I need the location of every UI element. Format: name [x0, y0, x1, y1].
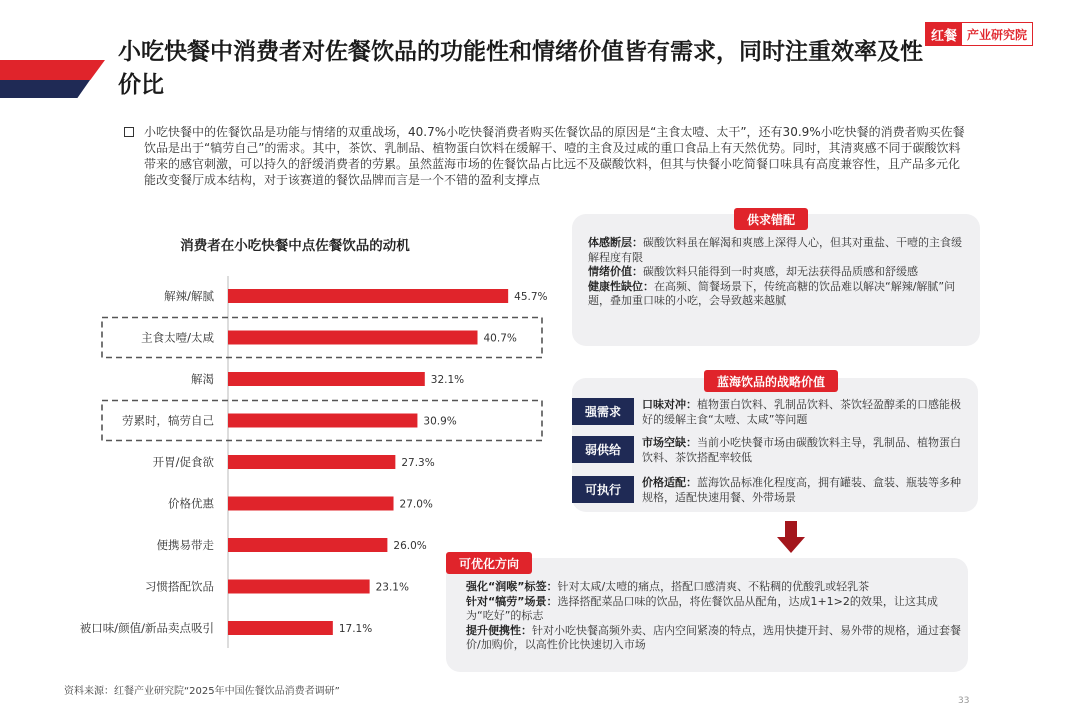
bar: [228, 331, 478, 345]
category-label: 开胃/促食欲: [152, 455, 214, 469]
supply-panel-body: [588, 236, 968, 309]
value-label: 17.1%: [338, 623, 373, 635]
logo-text: 产业研究院: [967, 27, 1028, 42]
intro-text: 小吃快餐中的佐餐饮品是功能与情绪的双重战场，40.7%小吃快餐消费者购买佐餐饮品的原因是“主食太噎、太干”，还有30.9%小吃快餐的消费者购买佐餐饮品是出于“犒劳自己”的需求。其中，茶饮、乳制品、植物蛋白饮料在缓解干、噎的主食及过咸的重口食品上有天然优势。同时，其清爽感不同于碳酸饮料带来的感官刺激，可以持久的舒缓消费者的劳累。虽然蓝海市场的佐餐饮品占比远不及碳酸饮料，但其与快餐小吃简餐口味具有高度兼容性，且产品多元化能改变餐厅成本结构，对于该赛道的餐饮品牌而言是一个不错的盈利支撑点: [144, 125, 965, 187]
value-label: 32.1%: [430, 374, 465, 386]
down-arrow-icon: [777, 521, 805, 553]
strategy-desc: [642, 398, 966, 427]
strategy-tag: 弱供给: [572, 436, 634, 463]
supply-item: [588, 280, 968, 309]
supply-item: [588, 265, 968, 280]
decor-stripe-navy: [0, 80, 90, 98]
category-label: 被口味/颜值/新品卖点吸引: [79, 621, 214, 635]
strategy-label: 口味对冲：: [642, 398, 697, 411]
value-label: 23.1%: [375, 581, 409, 594]
supply-item-label: 体感断层：: [588, 236, 643, 249]
strategy-text: 当前小吃快餐市场由碳酸饮料主导，乳制品、植物蛋白饮料、茶饮搭配率较低: [642, 436, 961, 464]
page-number: 33: [958, 696, 970, 706]
source-note: 资料来源：红餐产业研究院“2025年中国佐餐饮品消费者调研”: [64, 686, 340, 697]
optimization-panel: [446, 558, 968, 672]
strategy-tag: 强需求: [572, 398, 634, 425]
supply-item-label: 情绪价值：: [588, 265, 643, 278]
bar: [228, 414, 417, 428]
value-label: 27.3%: [401, 457, 435, 469]
category-label: 解渴: [191, 372, 214, 386]
bullet-square-icon: [124, 127, 134, 137]
optimization-item-label: 针对“犒劳”场景：: [466, 594, 558, 608]
strategy-value-panel: [572, 374, 978, 512]
bar: [228, 497, 394, 511]
supply-mismatch-panel: [572, 214, 980, 346]
strategy-desc: [642, 436, 966, 465]
bar: [228, 621, 333, 635]
logo-mark: 红餐: [926, 23, 962, 45]
value-label: 26.0%: [393, 540, 427, 552]
value-label: 27.0%: [399, 498, 433, 511]
strategy-label: 价格适配：: [642, 476, 697, 489]
strategy-tag: 可执行: [572, 476, 634, 503]
bar: [228, 455, 395, 469]
supply-item: [588, 236, 968, 265]
supply-item-text: 碳酸饮料虽在解渴和爽感上深得人心，但其对重盐、干噎的主食缓解程度有限: [588, 236, 962, 264]
bar: [228, 538, 387, 552]
intro-paragraph: [124, 124, 966, 188]
strategy-desc: [642, 476, 966, 505]
value-label: 30.9%: [423, 415, 457, 428]
optimization-panel-header: 可优化方向: [446, 552, 532, 574]
value-label: 40.7%: [483, 332, 517, 345]
supply-panel-header: 供求错配: [734, 208, 808, 230]
page-title: 小吃快餐中消费者对佐餐饮品的功能性和情绪价值皆有需求，同时注重效率及性价比: [118, 39, 923, 98]
optimization-item-text: 选择搭配菜品口味的饮品，将佐餐饮品从配角，达成1+1>2的效果，让这其成为“吃好”的标志: [466, 594, 938, 622]
supply-item-text: 碳酸饮料只能得到一时爽感，却无法获得品质感和舒缓感: [643, 265, 918, 278]
bar: [228, 580, 370, 594]
category-label: 劳累时，犒劳自己: [122, 413, 214, 428]
strategy-text: 植物蛋白饮料、乳制品饮料、茶饮轻盈醇柔的口感能极好的缓解主食“太噎、太咸”等问题: [642, 398, 961, 426]
supply-item-text: 在高频、简餐场景下，传统高糖的饮品难以解决“解辣/解腻”问题，叠加重口味的小吃，会导致越来越腻: [588, 279, 956, 307]
category-label: 习惯搭配饮品: [145, 579, 214, 594]
category-label: 价格优惠: [168, 496, 214, 511]
optimization-item: [466, 595, 962, 624]
value-label: 45.7%: [514, 291, 548, 303]
chart-title: 消费者在小吃快餐中点佐餐饮品的动机: [180, 238, 410, 254]
optimization-panel-body: [466, 580, 962, 653]
optimization-item-text: 针对小吃快餐高频外卖、店内空间紧凑的特点，选用快捷开封、易外带的规格，通过套餐价/加购价，以高性价比快速切入市场: [466, 623, 961, 651]
brand-logo: [925, 22, 1033, 46]
optimization-item-text: 针对太咸/太噎的痛点，搭配口感清爽、不粘稠的优酸乳或轻乳茶: [557, 580, 870, 593]
strategy-label: 市场空缺：: [642, 436, 697, 449]
strategy-panel-header: 蓝海饮品的战略价值: [704, 370, 838, 392]
strategy-text: 蓝海饮品标准化程度高，拥有罐装、盒装、瓶装等多种规格，适配快速用餐、外带场景: [642, 476, 961, 504]
optimization-item-label: 提升便携性：: [466, 623, 532, 637]
optimization-item: [466, 580, 962, 595]
bar: [228, 372, 425, 386]
category-label: 主食太噎/太咸: [141, 330, 214, 345]
category-label: 解辣/解腻: [164, 289, 214, 303]
bar: [228, 289, 508, 303]
optimization-item-label: 强化“润喉”标签：: [466, 580, 558, 593]
supply-item-label: 健康性缺位：: [588, 279, 654, 293]
optimization-item: [466, 624, 962, 653]
category-label: 便携易带走: [156, 538, 214, 552]
decor-stripe-red: [0, 60, 105, 80]
